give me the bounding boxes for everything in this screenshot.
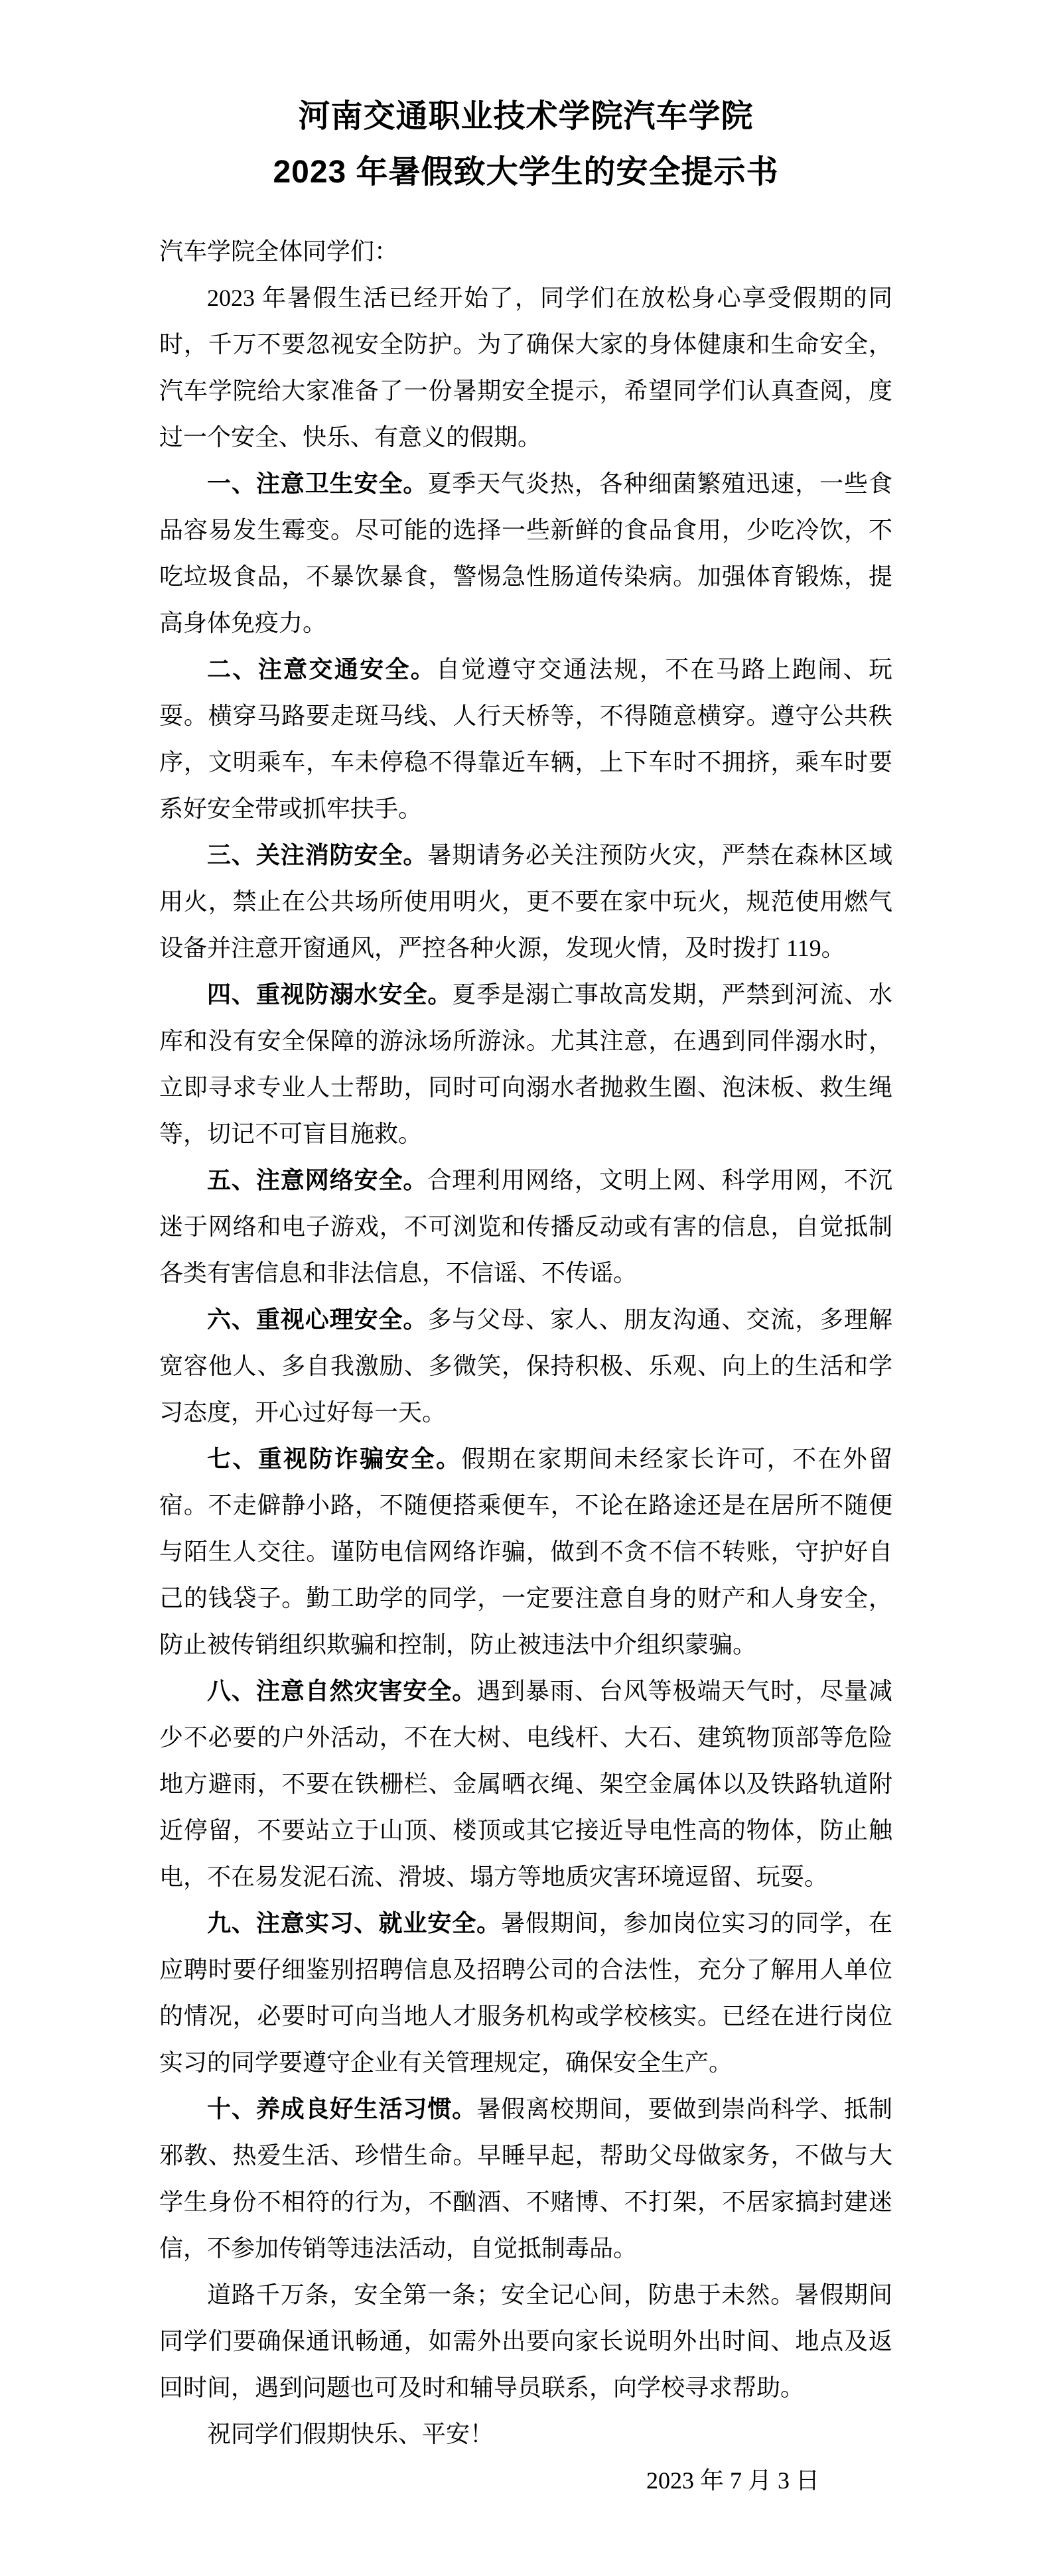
- section-body-4: 夏季是溺亡事故高发期，严禁到河流、水库和没有安全保障的游泳场所游泳。尤其注意，在遇到同伴溺水时，立即寻求专业人士帮助，同时可向溺水者抛救生圈、泡沫板、救生绳等，切记不可盲目施救。: [159, 981, 892, 1147]
- intro-paragraph: 2023 年暑假生活已经开始了，同学们在放松身心享受假期的同时，千万不要忽视安全防护。为了确保大家的身体健康和生命安全，汽车学院给大家准备了一份暑期安全提示，希望同学们认真查阅，度过一个安全、快乐、有意义的假期。: [159, 285, 892, 450]
- section-body-5: 合理利用网络，文明上网、科学用网，不沉迷于网络和电子游戏，不可浏览和传播反动或有害的信息，自觉抵制各类有害信息和非法信息，不信谣、不传谣。: [159, 1167, 892, 1286]
- section-body-9: 暑假期间，参加岗位实习的同学，在应聘时要仔细鉴别招聘信息及招聘公司的合法性，充分了解用人单位的情况，必要时可向当地人才服务机构或学校核实。已经在进行岗位实习的同学要遵守企业有关管理规定，确保安全生产。: [159, 1910, 892, 2076]
- section-paragraph-8: [159, 1668, 892, 1900]
- section-paragraph-6: [159, 1296, 892, 1436]
- closing-paragraph: 道路千万条，安全第一条；安全记心间，防患于未然。暑假期间同学们要确保通讯畅通，如需外出要向家长说明外出时间、地点及返回时间，遇到问题也可及时和辅导员联系，向学校寻求帮助。: [159, 2281, 892, 2401]
- section-body-10: 暑假离校期间，要做到崇尚科学、抵制邪教、热爱生活、珍惜生命。早睡早起，帮助父母做家务，不做与大学生身份不相符的行为，不酗酒、不赌博、不打架，不居家搞封建迷信，不参加传销等违法活动，自觉抵制毒品。: [159, 2096, 892, 2262]
- section-heading-8: 八、注意自然灾害安全。: [207, 1677, 477, 1704]
- section-paragraph-5: [159, 1157, 892, 1296]
- section-paragraph-9: [159, 1900, 892, 2086]
- section-heading-3: 三、关注消防安全。: [207, 841, 428, 868]
- section-paragraph-2: [159, 646, 892, 832]
- section-paragraph-1: [159, 460, 892, 646]
- section-heading-6: 六、重视心理安全。: [207, 1306, 428, 1333]
- section-heading-2: 二、注意交通安全。: [207, 655, 437, 683]
- section-heading-10: 十、养成良好生活习惯。: [207, 2095, 477, 2122]
- section-body-6: 多与父母、家人、朋友沟通、交流，多理解宽容他人、多自我激励、多微笑，保持积极、乐观、向上的生活和学习态度，开心过好每一天。: [159, 1306, 892, 1426]
- section-paragraph-10: [159, 2086, 892, 2271]
- section-paragraph-4: [159, 971, 892, 1157]
- section-heading-9: 九、注意实习、就业安全。: [207, 1909, 502, 1936]
- section-body-8: 遇到暴雨、台风等极端天气时，尽量减少不必要的户外活动，不在大树、电线杆、大石、建筑物顶部等危险地方避雨，不要在铁栅栏、金属晒衣绳、架空金属体以及铁路轨道附近停留，不要站立于山顶、楼顶或其它接近导电性高的物体，防止触电，不在易发泥石流、滑坡、塌方等地质灾害环境逗留、玩耍。: [159, 1678, 892, 1890]
- page-title-line2: 2023 年暑假致大学生的安全提示书: [273, 155, 779, 190]
- section-paragraph-7: [159, 1436, 892, 1668]
- wish-line: 祝同学们假期快乐、平安！: [207, 2421, 494, 2447]
- section-heading-7: 七、重视防诈骗安全。: [207, 1445, 462, 1472]
- section-body-3: 暑期请务必关注预防火灾，严禁在森林区域用火，禁止在公共场所使用明火，更不要在家中玩火，规范使用燃气设备并注意开窗通风，严控各种火源，发现火情，及时拨打 119。: [159, 842, 892, 961]
- document-title: [159, 89, 892, 200]
- section-heading-5: 五、注意网络安全。: [207, 1166, 428, 1193]
- section-paragraph-3: [159, 832, 892, 971]
- section-heading-1: 一、注意卫生安全。: [207, 470, 428, 497]
- page-title-line1: 河南交通职业技术学院汽车学院: [298, 99, 754, 134]
- document-body: [159, 228, 892, 2504]
- section-body-7: 假期在家期间未经家长许可，不在外留宿。不走僻静小路，不随便搭乘便车，不论在路途还是在居所不随便与陌生人交往。谨防电信网络诈骗，做到不贪不信不转账，守护好自己的钱袋子。勤工助学的同学，一定要注意自身的财产和人身安全，防止被传销组织欺骗和控制，防止被违法中介组织蒙骗。: [159, 1446, 892, 1658]
- section-heading-4: 四、重视防溺水安全。: [207, 981, 453, 1008]
- section-body-1: 夏季天气炎热，各种细菌繁殖迅速，一些食品容易发生霉变。尽可能的选择一些新鲜的食品食用，少吃冷饮，不吃垃圾食品，不暴饮暴食，警惕急性肠道传染病。加强体育锻炼，提高身体免疫力。: [159, 470, 892, 636]
- date-line: 2023 年 7 月 3 日: [646, 2467, 819, 2494]
- section-body-2: 自觉遵守交通法规，不在马路上跑闹、玩耍。横穿马路要走斑马线、人行天桥等，不得随意横穿。遵守公共秩序，文明乘车，车未停稳不得靠近车辆，上下车时不拥挤，乘车时要系好安全带或抓牢扶手。: [159, 656, 892, 822]
- salutation: 汽车学院全体同学们：: [159, 238, 399, 265]
